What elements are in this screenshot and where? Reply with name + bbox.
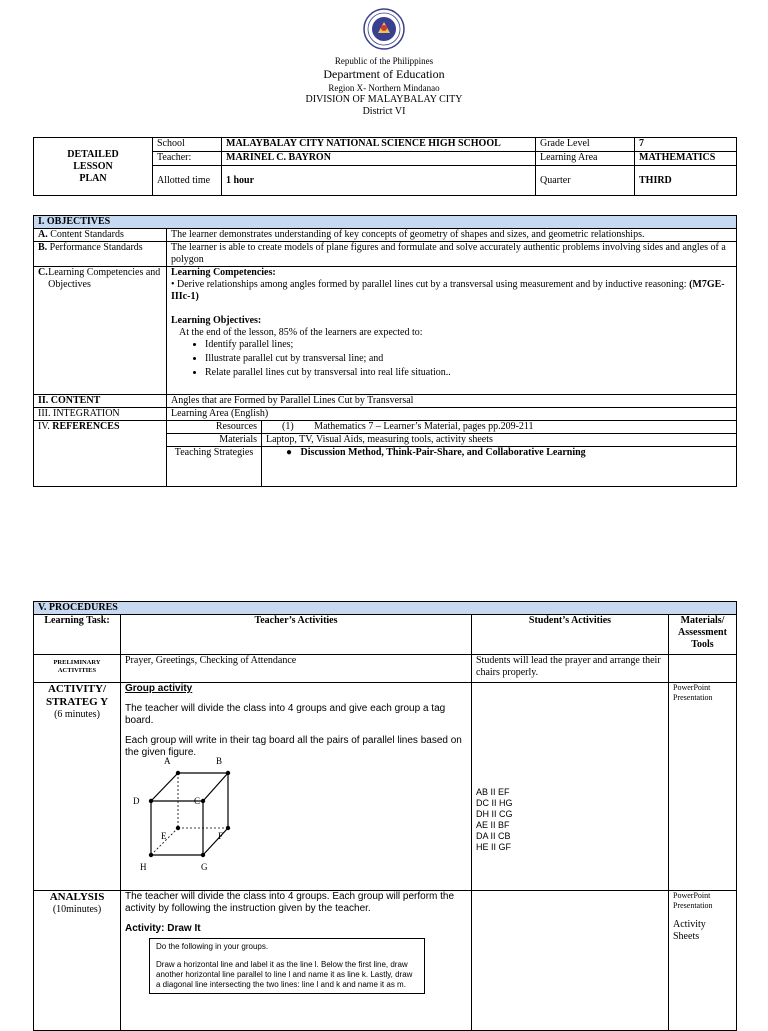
activity-time: (6 minutes) xyxy=(54,709,100,720)
resources-label: Resources xyxy=(167,421,262,434)
cube-label: C xyxy=(194,796,201,806)
plan-info-table xyxy=(33,137,737,196)
analysis-materials-cell xyxy=(669,891,737,1031)
col-student-header: Student’s Activities xyxy=(472,615,669,655)
cube-label: H xyxy=(140,862,147,872)
references-heading: IV. REFERENCES xyxy=(34,421,167,487)
content-standards-label: A. Content Standards xyxy=(34,229,167,242)
area-label: Learning Area xyxy=(536,152,635,166)
performance-standards-text: The learner is able to create models of plane figures and formulate and solve accurately authentic problems involving sides and angles of a polygon xyxy=(167,242,737,267)
prelim-teacher: Prayer, Greetings, Checking of Attendance xyxy=(121,655,472,683)
procedures-table xyxy=(33,601,737,1031)
cube-figure xyxy=(133,756,283,875)
materials-label: Materials xyxy=(167,434,262,447)
resources-text: (1) Mathematics 7 – Learner’s Material, pages pp.209-211 xyxy=(262,421,737,434)
strategies-text: ● Discussion Method, Think-Pair-Share, and Collaborative Learning xyxy=(262,447,737,487)
objective-list xyxy=(171,339,732,379)
school-label: School xyxy=(153,138,222,152)
activity-p1: The teacher will divide the class into 4 groups and give each group a tag board. xyxy=(125,703,446,726)
cube-label: D xyxy=(133,796,140,806)
time-label: Allotted time xyxy=(153,166,222,196)
instruction-line: Do the following in your groups. xyxy=(156,942,269,951)
col-materials-header: Materials/ Assessment Tools xyxy=(669,615,737,655)
district-line: District VI xyxy=(362,106,406,117)
objectives-table xyxy=(33,215,737,487)
activity-label: ACTIVITY/ STRATEG Y xyxy=(45,683,109,708)
quarter-label: Quarter xyxy=(536,166,635,196)
teacher-label: Teacher: xyxy=(153,152,222,166)
time-value: 1 hour xyxy=(222,166,536,196)
competencies-cell xyxy=(167,267,737,395)
activity-materials: PowerPoint Presentation xyxy=(669,683,737,891)
region-line: Region X- Northern Mindanao xyxy=(328,83,440,93)
col-task-header: Learning Task: xyxy=(34,615,121,655)
analysis-label: ANALYSIS xyxy=(49,891,105,903)
department-line: Department of Education xyxy=(323,67,445,81)
deped-seal xyxy=(363,8,405,50)
strategies-label: Teaching Strategies xyxy=(167,447,262,487)
analysis-teacher xyxy=(121,891,472,1031)
division-line: DIVISION OF MALAYBALAY CITY xyxy=(305,94,463,105)
activity-label-cell xyxy=(34,683,121,891)
objectives-intro: At the end of the lesson, 85% of the learners are expected to: xyxy=(179,327,423,338)
analysis-materials2: Activity Sheets xyxy=(673,919,706,942)
school-value: MALAYBALAY CITY NATIONAL SCIENCE HIGH SCHOOL xyxy=(222,138,536,152)
objectives-heading: I. OBJECTIVES xyxy=(34,216,737,229)
grade-value: 7 xyxy=(635,138,737,152)
competencies-label: C. Learning Competencies and Objectives xyxy=(34,267,167,395)
performance-standards-label: B. Performance Standards xyxy=(34,242,167,267)
quarter-value: THIRD xyxy=(635,166,737,196)
cube-label: B xyxy=(216,756,223,766)
analysis-time: (10minutes) xyxy=(52,904,102,915)
competencies-title: Learning Competencies: xyxy=(171,267,276,278)
plan-title: DETAILED LESSON PLAN xyxy=(34,138,153,196)
objective-item: • Identify parallel lines; xyxy=(205,339,732,351)
cube-label: A xyxy=(164,756,171,766)
content-heading: II. CONTENT xyxy=(34,395,167,408)
instruction-box xyxy=(149,938,425,994)
col-teacher-header: Teacher’s Activities xyxy=(121,615,472,655)
prelim-materials xyxy=(669,655,737,683)
cube-label: F xyxy=(218,831,224,841)
activity-teacher xyxy=(121,683,472,891)
answer-item: DA II CB xyxy=(476,831,511,841)
answer-item: AE II BF xyxy=(476,820,510,830)
republic-line: Republic of the Philippines xyxy=(334,56,434,66)
answer-item: DC II HG xyxy=(476,798,513,808)
analysis-title: Activity: Draw It xyxy=(125,923,201,934)
teacher-value: MARINEL C. BAYRON xyxy=(222,152,536,166)
objective-item: • Illustrate parallel cut by transversal line; and xyxy=(205,353,732,365)
cube-drawing xyxy=(133,763,283,875)
integration-heading: III. INTEGRATION xyxy=(34,408,167,421)
answer-item: HE II GF xyxy=(476,842,512,852)
analysis-p1: The teacher will divide the class into 4 groups. Each group will perform the activity by following the instruction given by the teacher. xyxy=(125,891,455,914)
answer-item: DH II CG xyxy=(476,809,513,819)
integration-text: Learning Area (English) xyxy=(167,408,737,421)
objective-item: • Relate parallel lines cut by transversal into real life situation.. xyxy=(205,367,732,379)
analysis-student xyxy=(472,891,669,1031)
procedures-heading: V. PROCEDURES xyxy=(34,602,737,615)
materials-text: Laptop, TV, Visual Aids, measuring tools, activity sheets xyxy=(262,434,737,447)
analysis-materials: PowerPoint Presentation xyxy=(673,891,713,910)
analysis-label-cell xyxy=(34,891,121,1031)
area-value: MATHEMATICS xyxy=(635,152,737,166)
answer-item: AB II EF xyxy=(476,787,510,797)
cube-label: E xyxy=(161,831,167,841)
prelim-student: Students will lead the prayer and arrange their chairs properly. xyxy=(472,655,669,683)
content-standards-text: The learner demonstrates understanding of key concepts of geometry of shapes and sizes, and geometric relationships. xyxy=(167,229,737,242)
activity-student xyxy=(472,683,669,891)
content-text: Angles that are Formed by Parallel Lines Cut by Transversal xyxy=(167,395,737,408)
activity-p2: Each group will write in their tag board all the pairs of parallel lines based on the given figure. xyxy=(125,735,462,758)
cube-label: G xyxy=(201,862,208,872)
instruction-line: Draw a horizontal line and label it as the line l. Below the first line, draw another horizontal line parallel to line l and name it as line k. Lastly, draw a diagonal line intersecting the two lines: line l and k and name it as m. xyxy=(156,960,413,989)
grade-label: Grade Level xyxy=(536,138,635,152)
objectives-title: Learning Objectives: xyxy=(171,315,262,326)
activity-title: Group activity xyxy=(125,683,193,694)
prelim-label: PRELIMINARY ACTIVITIES xyxy=(34,655,121,683)
competency-text: • Derive relationships among angles formed by parallel lines cut by a transversal using measurement and by inductive reasoning: (M7GE-IIIc-1) xyxy=(171,279,725,302)
